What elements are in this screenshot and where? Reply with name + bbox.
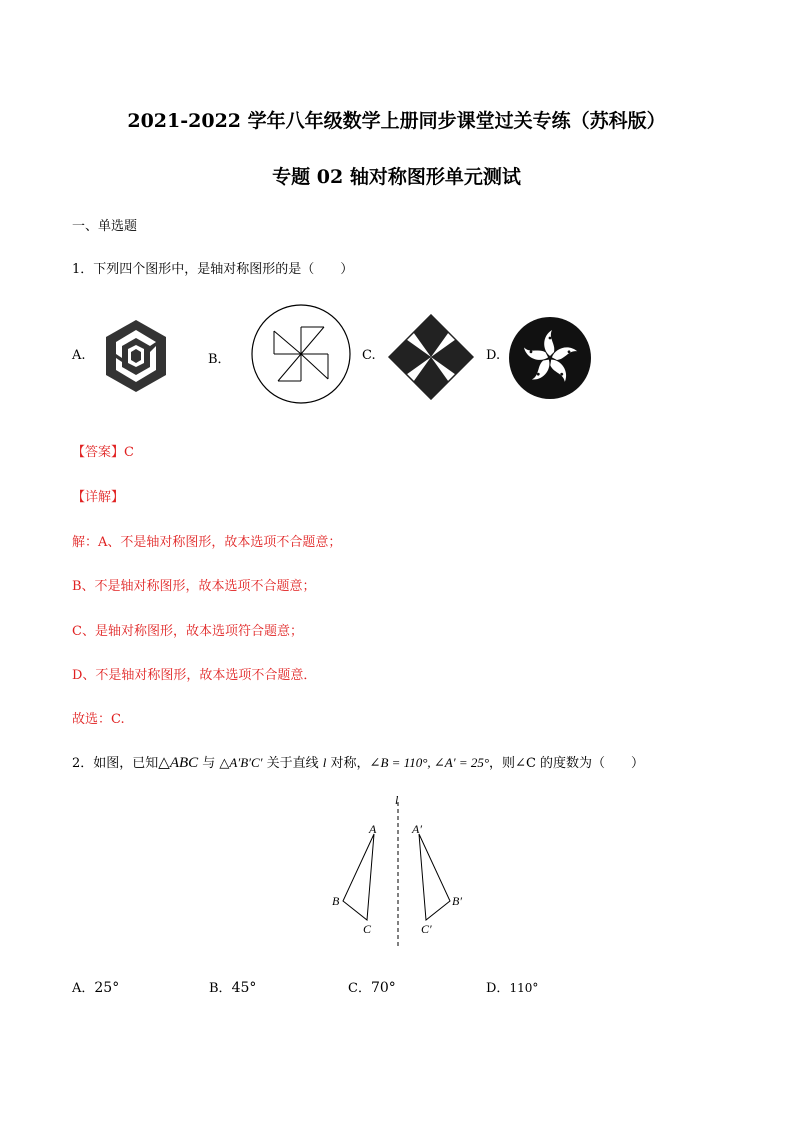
q2-option-label: B．: [209, 981, 232, 996]
q1-explanation-line: D、不是轴对称图形，故本选项不合题意．: [72, 668, 317, 683]
q1-option-d-label: D.: [486, 348, 501, 363]
axis-label: l: [395, 793, 399, 807]
document-title: 2021-2022 学年八年级数学上册同步课堂过关专练（苏科版）: [127, 110, 666, 132]
q2-triangle-prime: △A′B′C′: [219, 755, 263, 770]
q2-stem-text: 关于直线: [262, 756, 323, 771]
q1-option-c-figure: [388, 314, 474, 400]
q1-option-a-label: A.: [72, 348, 86, 363]
q2-option-value: 70°: [370, 980, 396, 996]
q2-figure: [326, 792, 476, 952]
vertex-b-label: B: [332, 894, 340, 908]
vertex-a-label: A: [369, 822, 377, 836]
q2-option-value: 25°: [94, 980, 120, 996]
vertex-b-prime-label: B′: [452, 894, 462, 908]
q1-answer: 【答案】C: [72, 445, 134, 460]
q2-option-b: [209, 977, 256, 996]
triangle-abc-prime: [419, 834, 450, 920]
q2-option-d: [486, 977, 538, 996]
q1-detail-heading: 【详解】: [72, 490, 125, 505]
q1-option-b-label: B．: [208, 352, 231, 367]
q2-option-value: 110°: [509, 981, 539, 995]
q2-condition: ∠B = 110°, ∠A′ = 25°: [369, 755, 490, 770]
q1-stem: 1．下列四个图形中，是轴对称图形的是（ ）: [72, 262, 354, 277]
q1-option-a-figure: [100, 318, 172, 394]
section-heading: 一、单选题: [72, 219, 138, 234]
q2-option-label: C．: [348, 981, 371, 996]
vertex-c-prime-label: C′: [421, 922, 432, 936]
q2-option-label: D．: [486, 981, 510, 996]
q1-option-b-figure: [250, 303, 352, 405]
q2-option-a: [72, 977, 119, 996]
q1-explanation-line: B、不是轴对称图形，故本选项不合题意；: [72, 579, 316, 594]
vertex-a-prime-label: A′: [412, 822, 422, 836]
q1-explanation-line: 解：A、不是轴对称图形，故本选项不合题意；: [72, 535, 342, 550]
q2-option-value: 45°: [231, 980, 257, 996]
triangle-abc: [343, 834, 374, 920]
q1-conclusion: 故选：C.: [72, 712, 125, 727]
document-subtitle: 专题 02 轴对称图形单元测试: [272, 166, 521, 188]
q2-line-name: l: [322, 755, 327, 770]
q1-explanation-line: C、是轴对称图形，故本选项符合题意；: [72, 624, 303, 639]
q1-option-c-label: C.: [362, 348, 376, 363]
q2-option-c: [348, 977, 396, 996]
q2-stem: [72, 752, 644, 772]
q2-option-label: A．: [72, 981, 95, 996]
vertex-c-label: C: [363, 922, 372, 936]
q2-stem-suffix: ，则∠C 的度数为（ ）: [489, 756, 645, 771]
q2-stem-text: 对称，: [326, 756, 370, 771]
q2-triangle-abc: △ABC: [158, 755, 199, 771]
q1-option-d-figure: [508, 316, 592, 400]
q2-stem-text: 与: [198, 756, 220, 771]
q2-stem-prefix: 2．如图，已知: [72, 756, 159, 771]
